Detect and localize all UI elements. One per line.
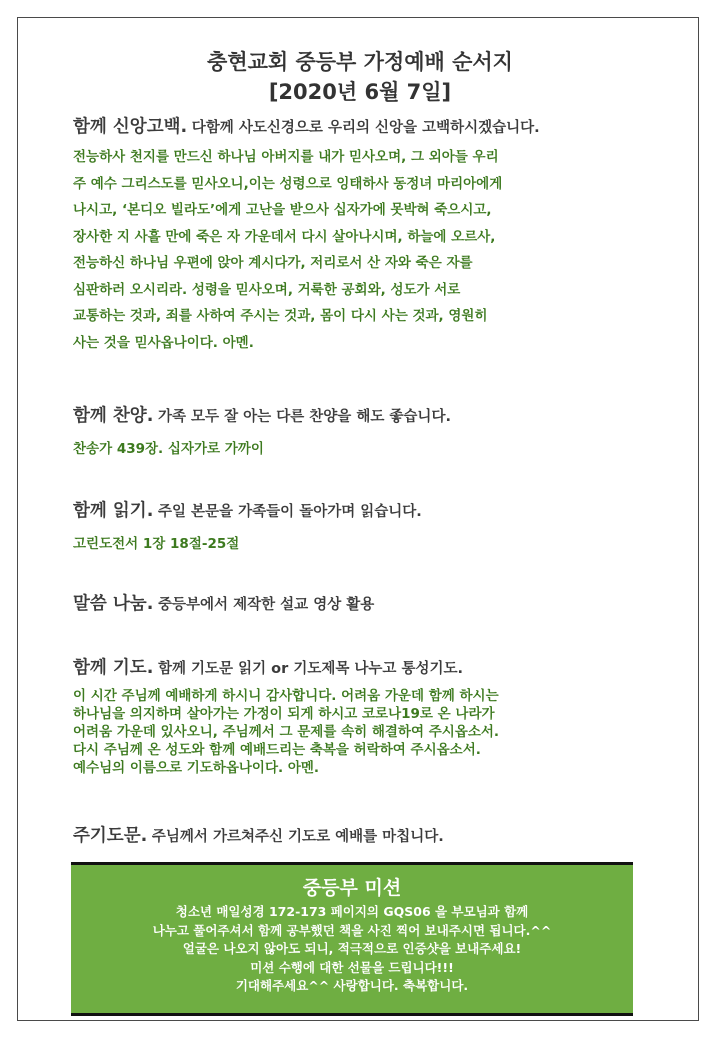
reading-detail: 고린도전서 1장 18절-25절 xyxy=(73,536,240,552)
prayer-text xyxy=(73,687,673,777)
reading-description: 주일 본문을 가족들이 돌아가며 읽습니다. xyxy=(157,504,422,520)
prayer-line: 어려움 가운데 있사오니, 주님께서 그 문제를 속히 해결하여 주시옵소서. xyxy=(73,724,500,740)
creed-section xyxy=(73,113,673,356)
creed-description: 다함께 사도신경으로 우리의 신앙을 고백하시겠습니다. xyxy=(191,120,540,136)
creed-line: 주 예수 그리스도를 믿사오니,이는 성령으로 잉태하사 동정녀 마리아에게 xyxy=(73,175,503,192)
mission-box xyxy=(71,862,633,1016)
hymn-heading-row xyxy=(73,402,673,427)
mission-line: 미션 수행에 대한 선물을 드립니다!!! xyxy=(250,959,454,975)
creed-line: 전능하사 천지를 만드신 하나님 아버지를 내가 믿사오며, 그 외아들 우리 xyxy=(73,149,499,165)
reading-heading-row xyxy=(73,497,673,522)
page-date: [2020년 6월 7일] xyxy=(268,80,452,104)
sermon-section xyxy=(73,590,673,615)
prayer-line: 예수님의 이름으로 기도하옵나이다. 아멘. xyxy=(73,760,320,776)
reading-heading: 함께 읽기. xyxy=(73,501,154,521)
prayer-section xyxy=(73,654,673,777)
mission-line: 나누고 풀어주셔서 함께 공부했던 책을 사진 찍어 보내주시면 됩니다.^^ xyxy=(152,922,552,938)
prayer-heading-row xyxy=(73,654,673,679)
hymn-detail: 찬송가 439장. 십자가로 가까이 xyxy=(73,441,264,457)
creed-text xyxy=(73,144,673,356)
lords-prayer-description: 주님께서 가르쳐주신 기도로 예배를 마칩니다. xyxy=(151,829,444,845)
creed-line: 교통하는 것과, 죄를 사하여 주시는 것과, 몸이 다시 사는 것과, 영원히 xyxy=(73,308,488,324)
mission-line: 청소년 매일성경 172-173 페이지의 GQS06 을 부모님과 함께 xyxy=(175,904,529,919)
hymn-description: 가족 모두 잘 아는 다른 찬양을 해도 좋습니다. xyxy=(157,409,451,425)
creed-line: 심판하러 오시리라. 성령을 믿사오며, 거룩한 공회와, 성도가 서로 xyxy=(73,281,461,298)
hymn-section xyxy=(73,402,673,457)
mission-line: 기대해주세요^^ 사랑합니다. 축복합니다. xyxy=(235,978,469,993)
creed-heading-row xyxy=(73,113,673,138)
creed-line: 나시고, ‘본디오 빌라도’에게 고난을 받으사 십자가에 못박혀 죽으시고, xyxy=(73,202,492,218)
creed-heading: 함께 신앙고백. xyxy=(73,117,188,137)
lords-prayer-heading-row xyxy=(73,822,673,847)
mission-title: 중등부 미션 xyxy=(302,877,402,899)
prayer-line: 이 시간 주님께 예배하게 하시니 감사합니다. 어려움 가운데 함께 하시는 xyxy=(73,688,499,704)
hymn-heading: 함께 찬양. xyxy=(73,406,154,426)
creed-line: 장사한 지 사흘 만에 죽은 자 가운데서 다시 살아나시며, 하늘에 오르사, xyxy=(73,228,496,245)
creed-line: 사는 것을 믿사옵나이다. 아멘. xyxy=(73,334,254,351)
lords-prayer-heading: 주기도문. xyxy=(73,826,148,846)
page-title: 충현교회 중등부 가정예배 순서지 xyxy=(207,50,513,74)
prayer-heading: 함께 기도. xyxy=(73,658,154,678)
sermon-heading-row xyxy=(73,590,673,615)
sermon-description: 중등부에서 제작한 설교 영상 활용 xyxy=(157,597,375,613)
creed-line: 전능하신 하나님 우편에 앉아 계시다가, 저리로서 산 자와 죽은 자를 xyxy=(73,255,473,271)
prayer-description: 함께 기도문 읽기 or 기도제목 나누고 통성기도. xyxy=(157,661,464,677)
sermon-heading: 말씀 나눔. xyxy=(73,594,154,614)
mission-line: 얼굴은 나오지 않아도 되니, 적극적으로 인증샷을 보내주세요! xyxy=(182,941,522,956)
lords-prayer-section xyxy=(73,822,673,847)
mission-text xyxy=(71,903,633,996)
prayer-line: 하나님을 의지하며 살아가는 가정이 되게 하시고 코로나19로 온 나라가 xyxy=(73,706,495,722)
reading-section xyxy=(73,497,673,552)
prayer-line: 다시 주님께 온 성도와 함께 예배드리는 축복을 허락하여 주시옵소서. xyxy=(73,742,481,758)
